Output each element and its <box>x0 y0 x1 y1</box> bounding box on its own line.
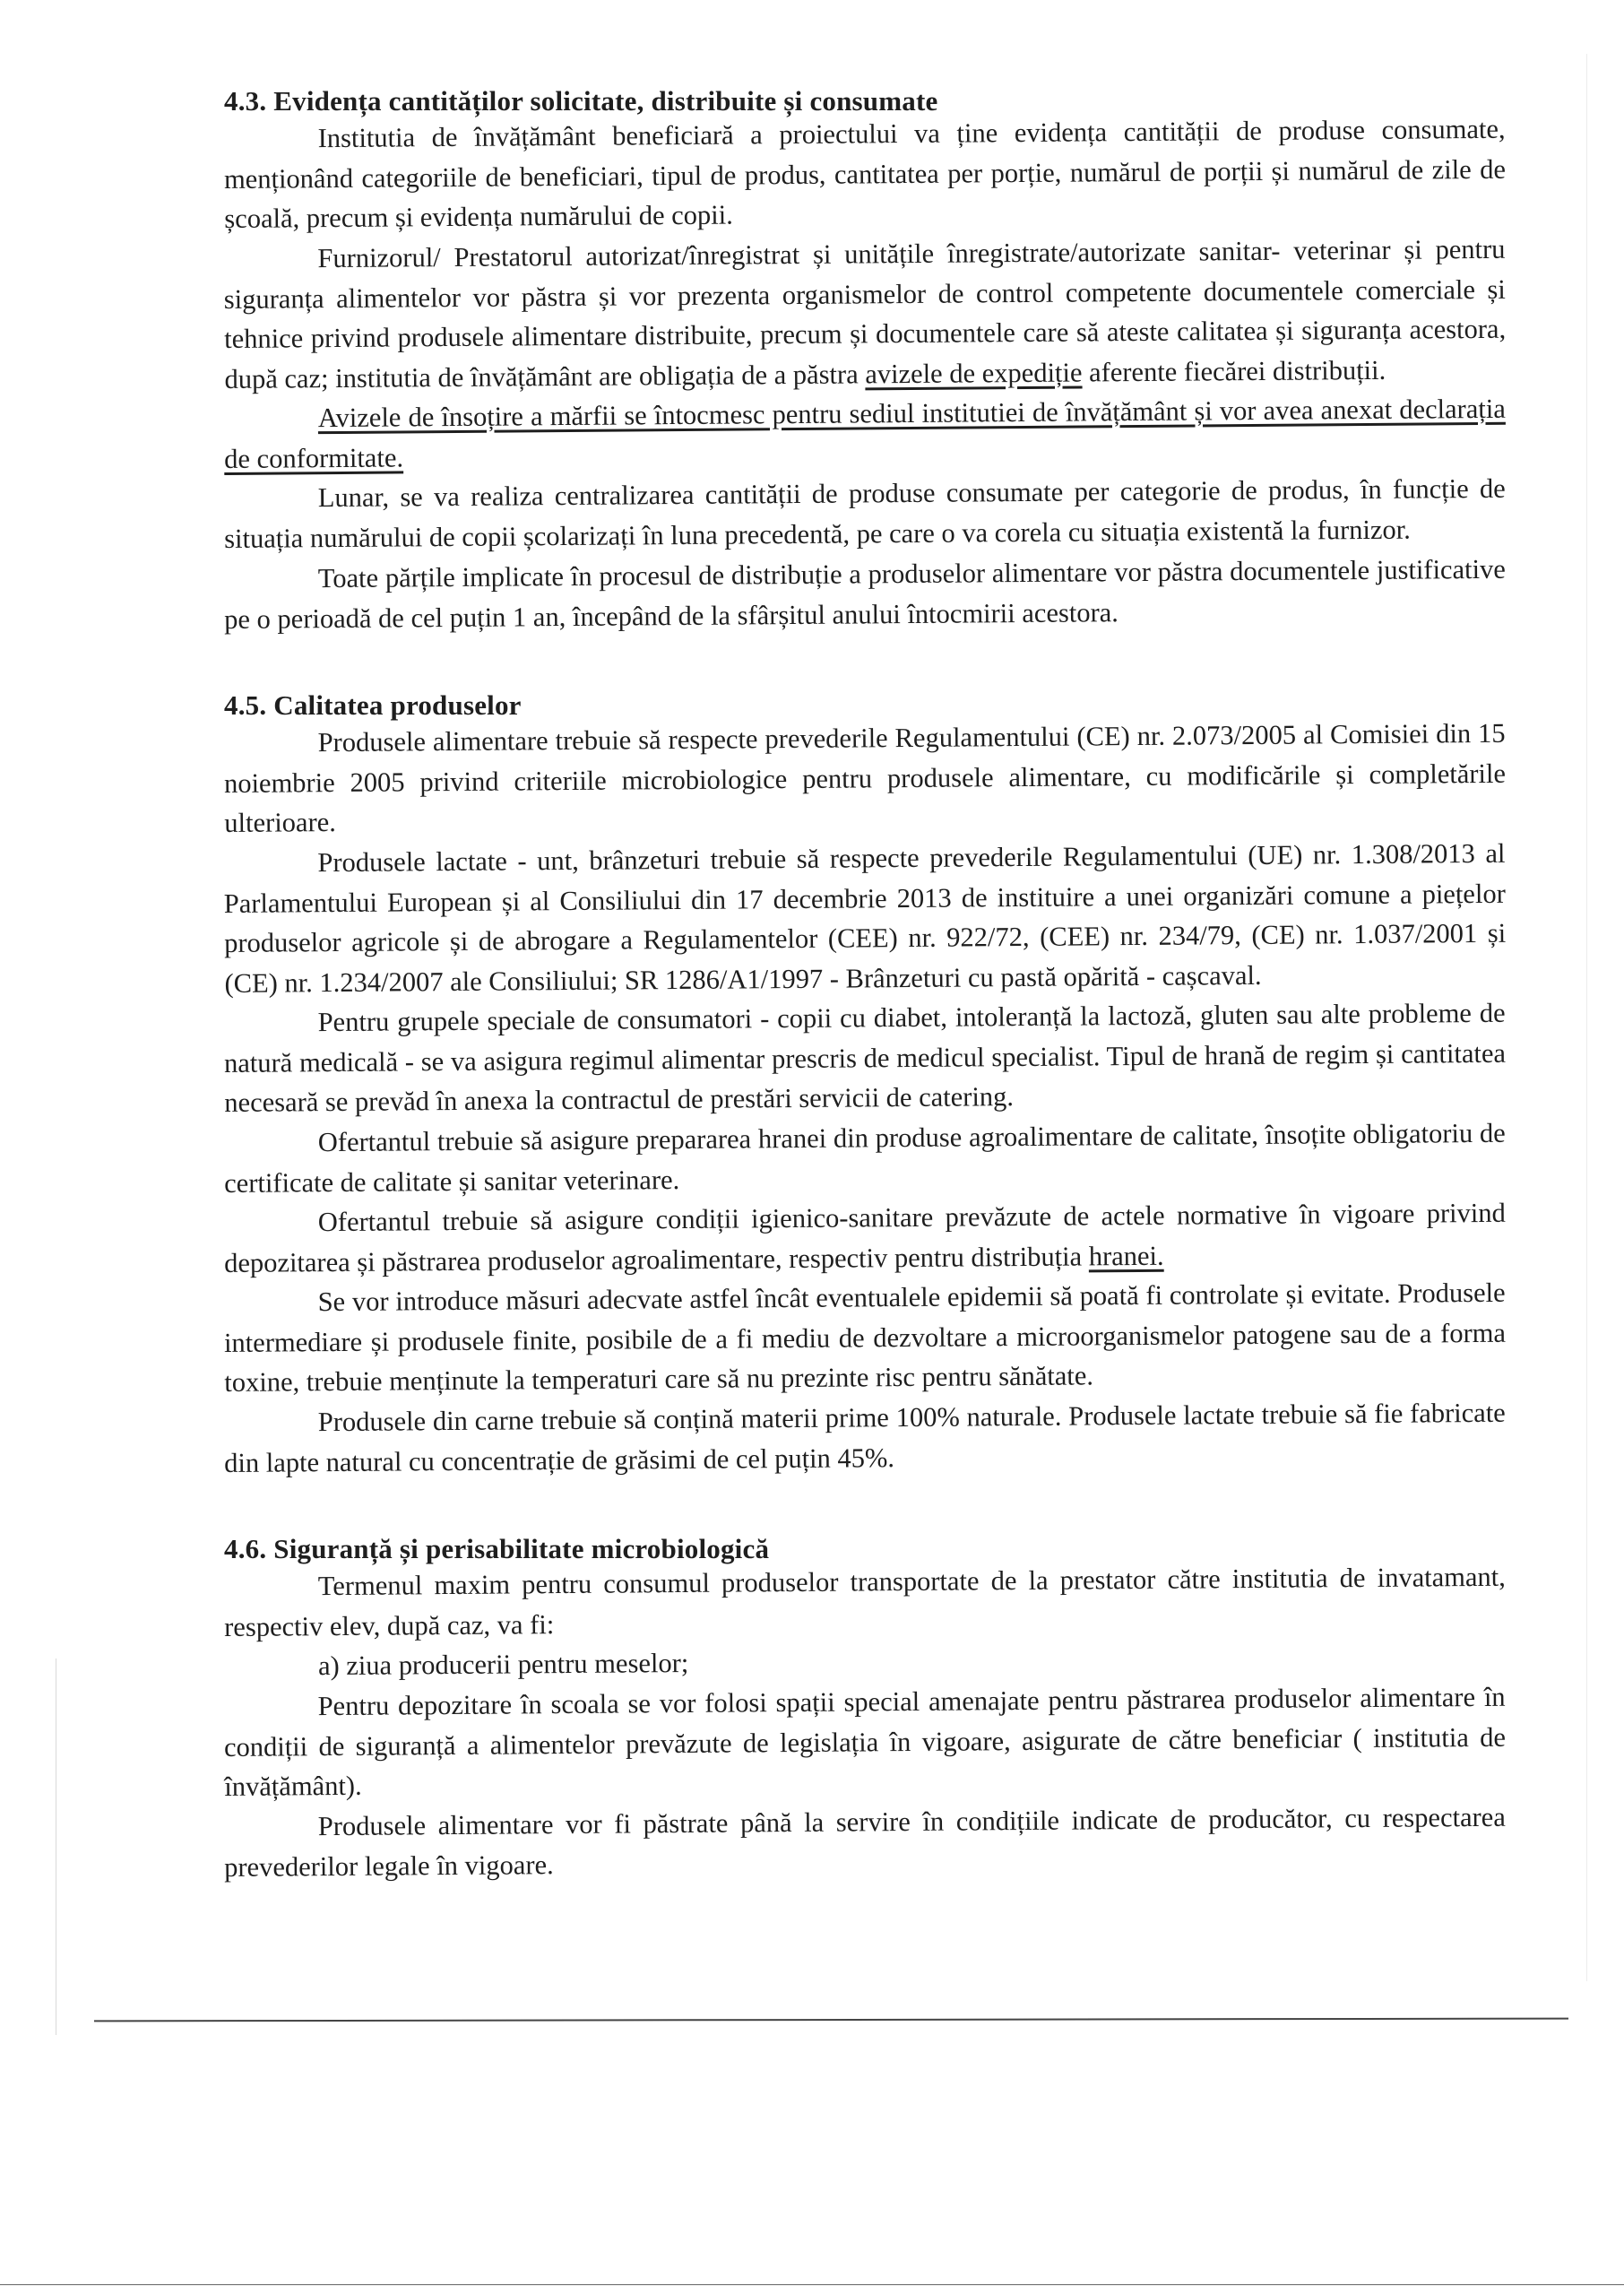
section-4-5 <box>224 689 1506 1483</box>
paragraph: Produsele alimentare vor fi păstrate până la servire în condițiile indicate de producător, cu respectarea prevederilor legale în vigoare. <box>224 1801 1506 1883</box>
paragraph-text: Ofertantul trebuie să asigure condiții igienico-sanitare prevăzute de actele normative în vigoare privind depozitarea și păstrarea produselor agroalimentare, respectiv pentru distribuția <box>224 1197 1506 1278</box>
page-bottom-edge <box>0 2284 1624 2285</box>
section-4-3 <box>224 85 1506 639</box>
paragraph <box>224 1193 1507 1283</box>
section-heading: 4.6. Siguranță și perisabilitate microbiologică <box>224 1533 770 1564</box>
paragraph: Pentru grupele speciale de consumatori - copii cu diabet, intoleranță la lactoză, gluten sau alte probleme de natură medicală - se va asigura regimul alimentar prescris de medicul specialist. Tipul de hrană de regim și cantitatea necesară se prevăd în anexa la contractul de prestări servicii de catering. <box>223 997 1507 1119</box>
underlined-text: hranei. <box>1088 1240 1164 1271</box>
section-heading: 4.5. Calitatea produselor <box>224 688 522 721</box>
paragraph: Produsele din carne trebuie să conțină materii prime 100% naturale. Produsele lactate trebuie să fie fabricate din lapte natural cu concentrație de grăsimi de cel puțin 45%. <box>224 1397 1506 1478</box>
paragraph: Institutia de învățământ beneficiară a proiectului va ține evidența cantității de produse consumate, menționând categoriile de beneficiari, tipul de produs, cantitatea per porție, numărul de porții și numărul de zile de școală, precum și evidența numărului de copii. <box>223 113 1507 235</box>
paragraph: Lunar, se va realiza centralizarea cantității de produse consumate per categorie de produs, în funcție de situația numărului de copii școlarizați în luna precedentă, pe care o va corela cu situația existentă la furnizor. <box>224 473 1506 554</box>
paragraph <box>224 389 1507 479</box>
document-body <box>224 85 1506 1887</box>
underlined-text: Avizele de însoțire a mărfii se întocmesc pentru sediul institutiei de învățământ și vor avea anexat declarația de conformitate. <box>224 393 1506 474</box>
paragraph-text: Furnizorul/ Prestatorul autorizat/înregistrat și unitățile înregistrate/autorizate sanitar- veterinar și pentru siguranța alimentelor vor păstra și vor prezenta organismelor de control competente documentele comerciale și tehnice privind produsele alimentare distribuite, precum și documentele care să ateste calitatea și siguranța acestora, după caz; institutia de învățământ are obligația de a păstra <box>223 233 1507 394</box>
footer-divider <box>94 2018 1568 2022</box>
underlined-text: avizele de expediție <box>865 357 1083 389</box>
paragraph: Toate părțile implicate în procesul de distribuție a produselor alimentare vor păstra documentele justificative pe o perioadă de cel puțin 1 an, începând de la sfârșitul anului întocmirii acestora. <box>224 553 1506 635</box>
paragraph <box>223 230 1506 400</box>
paragraph: Produsele alimentare trebuie să respecte prevederile Regulamentului (CE) nr. 2.073/2005 al Comisiei din 15 noiembrie 2005 privind criteriile microbiologice pentru produsele alimentare, cu modificările și completările ulterioare. <box>223 717 1507 838</box>
section-heading: 4.3. Evidența cantităților solicitate, distribuite și consumate <box>224 85 938 117</box>
paragraph: Se vor introduce măsuri adecvate astfel încât eventualele epidemii să poată fi controlate și evitate. Produsele intermediare și produsele finite, posibile de a fi mediu de dezvoltare a microorganismelor patogene sau de a forma toxine, trebuie menținute la temperaturi care să nu prezinte risc pentru sănătate. <box>223 1277 1507 1399</box>
paragraph: Ofertantul trebuie să asigure prepararea hranei din produse agroalimentare de calitate, însoțite obligatoriu de certificate de calitate și sanitar veterinare. <box>224 1117 1506 1199</box>
paragraph: Pentru depozitare în scoala se vor folosi spații special amenajate pentru păstrarea produselor alimentare în condiții de siguranță a alimentelor prevăzute de legislația în vigoare, asigurate de către beneficiar ( institutia de învățământ). <box>223 1681 1507 1802</box>
paragraph: Produsele lactate - unt, brânzeturi trebuie să respecte prevederile Regulamentului (UE) nr. 1.308/2013 al Parlamentului European și al Consiliului din 17 decembrie 2013 de instituire a unei organizări comune a piețelor produselor agricole și de abrogare a Regulamentelor (CEE) nr. 922/72, (CEE) nr. 234/79, (CE) nr. 1.037/2001 și (CE) nr. 1.234/2007 ale Consiliului; SR 1286/A1/1997 - Brânzeturi cu pastă opărită - cașcaval. <box>223 837 1507 999</box>
paragraph: a) ziua producerii pentru meselor; <box>317 1648 689 1682</box>
paragraph-text: aferente fiecărei distribuții. <box>1082 354 1386 388</box>
scan-edge-mark-right <box>1586 54 1587 1981</box>
section-4-6 <box>224 1533 1506 1887</box>
paragraph: Termenul maxim pentru consumul produselor transportate de la prestator către institutia de invatamant, respectiv elev, după caz, va fi: <box>224 1561 1506 1642</box>
